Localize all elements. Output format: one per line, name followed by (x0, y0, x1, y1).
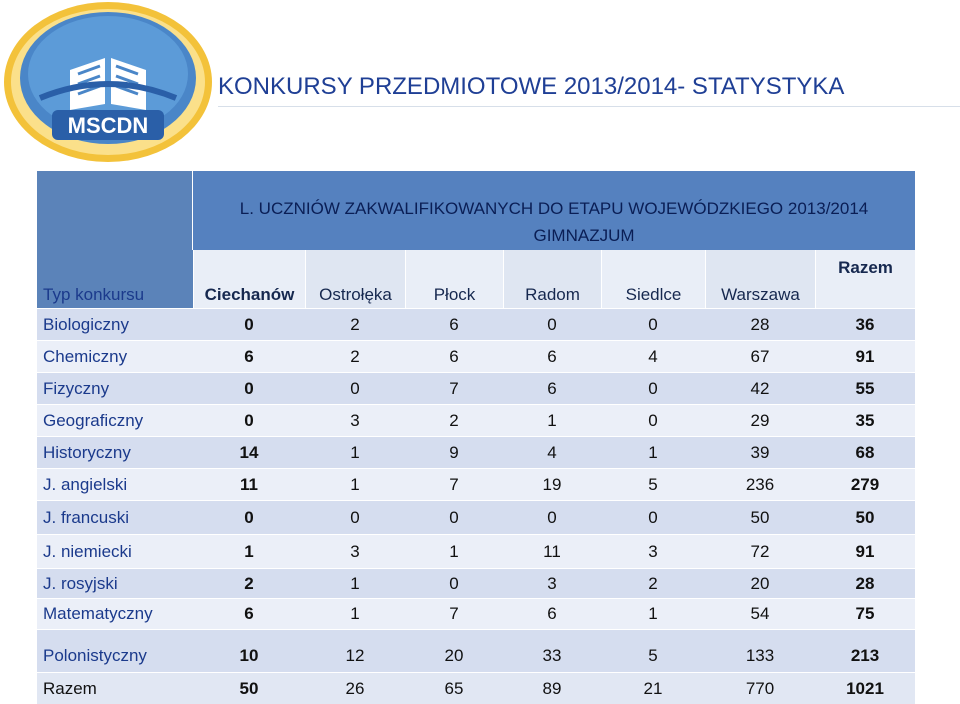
table-row (37, 468, 915, 500)
cell-plock: 1 (449, 541, 459, 561)
table-row (37, 568, 915, 598)
cell-siedlce: 3 (648, 541, 658, 561)
cell-warszawa: 28 (750, 314, 770, 334)
cell-warszawa: 39 (750, 442, 770, 462)
cell-ostroleka: 2 (350, 346, 360, 366)
cell-plock: 6 (449, 346, 459, 366)
cell-plock: 6 (449, 314, 459, 334)
cell-warszawa: 770 (745, 678, 775, 698)
cell-razem: 50 (855, 507, 875, 527)
row-label: Razem (43, 678, 97, 698)
cell-plock: 2 (449, 410, 459, 430)
cell-warszawa: 236 (745, 474, 775, 494)
cell-siedlce: 0 (648, 314, 658, 334)
table-row (37, 436, 915, 468)
cell-ostroleka: 1 (350, 604, 360, 623)
cell-warszawa: 50 (750, 507, 770, 527)
cell-ciechanow: 0 (244, 507, 254, 527)
cell-ciechanow: 14 (239, 442, 259, 462)
cell-ostroleka: 1 (350, 442, 360, 462)
cell-siedlce: 21 (643, 678, 663, 698)
cell-plock: 7 (449, 604, 459, 623)
cell-ostroleka: 3 (350, 541, 360, 561)
cell-ostroleka: 12 (345, 646, 365, 665)
cell-radom: 0 (547, 314, 557, 334)
cell-ostroleka: 3 (350, 410, 360, 430)
table-title-line1: L. UCZNIÓW ZAKWALIFIKOWANYCH DO ETAPU WOJEWÓDZKIEGO 2013/2014 (239, 199, 869, 218)
cell-razem: 279 (850, 474, 880, 494)
row-label: Geograficzny (43, 410, 144, 430)
cell-ciechanow: 0 (244, 314, 254, 334)
table-row (37, 340, 915, 372)
cell-ciechanow: 0 (244, 378, 254, 398)
cell-razem: 36 (855, 314, 875, 334)
row-label: Biologiczny (43, 314, 129, 334)
cell-plock: 7 (449, 378, 459, 398)
column-header-plock: Płock (405, 250, 503, 308)
cell-plock: 0 (449, 507, 459, 527)
row-label: Matematyczny (43, 604, 153, 623)
cell-radom: 4 (547, 442, 557, 462)
title-divider (218, 106, 960, 107)
cell-ciechanow: 6 (244, 604, 254, 623)
table-row (37, 534, 915, 568)
column-header-row (37, 250, 915, 308)
cell-radom: 33 (542, 646, 562, 665)
row-label: J. rosyjski (43, 573, 118, 593)
cell-ciechanow: 0 (244, 410, 254, 430)
cell-ciechanow: 2 (244, 573, 254, 593)
row-label: Fizyczny (43, 378, 110, 398)
row-label: J. francuski (43, 507, 129, 527)
cell-warszawa: 133 (745, 646, 775, 665)
cell-ciechanow: 11 (240, 474, 258, 494)
cell-ciechanow: 1 (244, 541, 254, 561)
cell-radom: 3 (547, 573, 557, 593)
row-label: Historyczny (43, 442, 131, 462)
column-header-typ: Typ konkursu (37, 250, 193, 308)
row-label: Polonistyczny (43, 646, 147, 665)
cell-warszawa: 54 (750, 604, 770, 623)
logo-text: MSCDN (67, 113, 149, 138)
cell-ostroleka: 2 (350, 314, 360, 334)
cell-razem: 28 (855, 573, 875, 593)
cell-razem: 213 (850, 646, 880, 665)
row-label: J. angielski (43, 474, 128, 494)
column-header-ciechanow: Ciechanów (193, 250, 305, 308)
cell-plock: 0 (449, 573, 459, 593)
cell-siedlce: 0 (648, 507, 658, 527)
cell-razem: 75 (855, 604, 875, 623)
table-title (193, 171, 915, 250)
cell-warszawa: 20 (750, 573, 770, 593)
table-row (37, 404, 915, 436)
cell-radom: 0 (547, 507, 557, 527)
cell-siedlce: 0 (648, 378, 658, 398)
cell-ciechanow: 50 (239, 678, 259, 698)
cell-radom: 6 (547, 378, 557, 398)
cell-ciechanow: 6 (244, 346, 254, 366)
cell-razem: 35 (855, 410, 875, 430)
cell-radom: 1 (547, 410, 557, 430)
cell-razem: 68 (855, 442, 875, 462)
cell-ostroleka: 1 (350, 573, 360, 593)
page-title: KONKURSY PRZEDMIOTOWE 2013/2014- STATYSTYKA (218, 73, 845, 100)
cell-ostroleka: 26 (345, 678, 365, 698)
cell-ostroleka: 0 (350, 507, 360, 527)
column-header-ostroleka: Ostrołęka (305, 250, 405, 308)
column-header-siedlce: Siedlce (601, 250, 705, 308)
table-row-total (37, 672, 915, 704)
cell-siedlce: 1 (648, 442, 658, 462)
table-row (37, 598, 915, 629)
row-label: Chemiczny (43, 346, 128, 366)
column-header-radom: Radom (503, 250, 601, 308)
cell-ciechanow: 10 (239, 646, 259, 665)
table-body (37, 308, 915, 704)
cell-warszawa: 29 (750, 410, 770, 430)
table-title-line2: GIMNAZJUM (533, 226, 635, 246)
table-row (37, 629, 915, 672)
cell-razem: 91 (855, 541, 875, 561)
cell-razem: 1021 (846, 678, 884, 698)
cell-radom: 11 (543, 541, 561, 561)
cell-radom: 6 (547, 604, 557, 623)
cell-razem: 91 (855, 346, 875, 366)
mscdn-logo (0, 0, 215, 168)
row-label: J. niemiecki (43, 541, 132, 561)
cell-warszawa: 72 (750, 541, 770, 561)
cell-radom: 6 (547, 346, 557, 366)
table-row (37, 372, 915, 404)
cell-plock: 20 (444, 646, 464, 665)
cell-plock: 65 (444, 678, 464, 698)
cell-plock: 7 (449, 474, 459, 494)
cell-radom: 89 (542, 678, 562, 698)
cell-siedlce: 2 (648, 573, 658, 593)
cell-warszawa: 42 (750, 378, 770, 398)
table-row (37, 500, 915, 534)
cell-warszawa: 67 (750, 346, 770, 366)
cell-radom: 19 (542, 474, 562, 494)
cell-siedlce: 5 (648, 646, 658, 665)
cell-ostroleka: 0 (350, 378, 360, 398)
column-header-warszawa: Warszawa (705, 250, 815, 308)
cell-ostroleka: 1 (350, 474, 360, 494)
cell-razem: 55 (855, 378, 875, 398)
cell-siedlce: 1 (648, 604, 658, 623)
cell-siedlce: 0 (648, 410, 658, 430)
table-row (37, 308, 915, 340)
cell-plock: 9 (449, 442, 459, 462)
cell-siedlce: 4 (648, 346, 658, 366)
column-header-razem: Razem (815, 250, 915, 308)
cell-siedlce: 5 (648, 474, 658, 494)
